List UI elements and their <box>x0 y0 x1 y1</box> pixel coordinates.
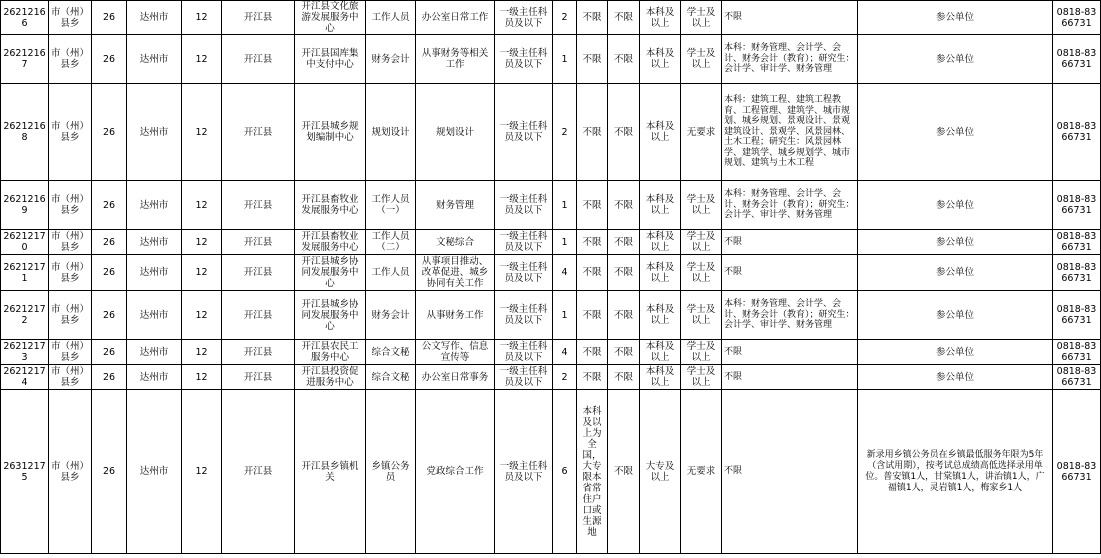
count-cell: 4 <box>553 340 577 365</box>
table-row <box>1 255 1101 291</box>
post-cell: 工作人员 <box>366 1 416 35</box>
city-cell: 达州市 <box>127 230 182 255</box>
city-cell: 达州市 <box>127 84 182 181</box>
degree-cell: 无要求 <box>681 390 722 554</box>
post-cell: 工作人员 <box>366 255 416 291</box>
county-code-cell: 12 <box>182 35 222 84</box>
condition2-cell: 不限 <box>608 230 640 255</box>
unit-type-cell: 参公单位 <box>858 365 1053 390</box>
duty-cell: 从事财务工作 <box>416 291 495 340</box>
condition-cell: 不限 <box>577 84 608 181</box>
level-cell: 市（州）县乡 <box>49 230 92 255</box>
level-cell: 市（州）县乡 <box>49 1 92 35</box>
table-row <box>1 390 1101 554</box>
major-cell: 本科：财务管理、会计学、会计、财务会计（教育）；研究生：会计学、审计学、财务管理 <box>722 181 858 230</box>
phone-cell: 0818-8366731 <box>1053 84 1101 181</box>
duty-cell: 财务管理 <box>416 181 495 230</box>
grade-cell: 一级主任科员及以下 <box>495 255 553 291</box>
table-row <box>1 35 1101 84</box>
position-code: 26212166 <box>1 1 49 35</box>
degree-cell: 学士及以上 <box>681 255 722 291</box>
unit-cell: 开江县农民工服务中心 <box>295 340 366 365</box>
unit-type-cell: 参公单位 <box>858 1 1053 35</box>
phone-cell: 0818-8366731 <box>1053 181 1101 230</box>
education-cell: 本科及以上 <box>640 255 681 291</box>
condition-cell: 不限 <box>577 340 608 365</box>
phone-cell: 0818-8366731 <box>1053 255 1101 291</box>
region-code-cell: 26 <box>92 84 127 181</box>
major-cell: 不限 <box>722 255 858 291</box>
condition2-cell: 不限 <box>608 1 640 35</box>
unit-cell: 开江县城乡协同发展服务中心 <box>295 255 366 291</box>
education-cell: 大专及以上 <box>640 390 681 554</box>
education-cell: 本科及以上 <box>640 365 681 390</box>
education-cell: 本科及以上 <box>640 35 681 84</box>
condition2-cell: 不限 <box>608 255 640 291</box>
table-body <box>1 1 1101 554</box>
post-cell: 工作人员（一） <box>366 181 416 230</box>
county-code-cell: 12 <box>182 84 222 181</box>
unit-cell: 开江县畜牧业发展服务中心 <box>295 230 366 255</box>
duty-cell: 办公室日常工作 <box>416 1 495 35</box>
county-code-cell: 12 <box>182 181 222 230</box>
condition-cell: 不限 <box>577 35 608 84</box>
unit-type-cell: 参公单位 <box>858 291 1053 340</box>
county-code-cell: 12 <box>182 1 222 35</box>
unit-cell: 开江县国库集中支付中心 <box>295 35 366 84</box>
degree-cell: 学士及以上 <box>681 291 722 340</box>
region-code-cell: 26 <box>92 181 127 230</box>
table-row <box>1 291 1101 340</box>
duty-cell: 规划设计 <box>416 84 495 181</box>
table-row <box>1 1 1101 35</box>
unit-type-cell: 参公单位 <box>858 181 1053 230</box>
education-cell: 本科及以上 <box>640 1 681 35</box>
phone-cell: 0818-8366731 <box>1053 35 1101 84</box>
county-cell: 开江县 <box>222 255 295 291</box>
post-cell: 乡镇公务员 <box>366 390 416 554</box>
unit-cell: 开江县城乡协同发展服务中心 <box>295 291 366 340</box>
table-row <box>1 84 1101 181</box>
condition2-cell: 不限 <box>608 181 640 230</box>
county-cell: 开江县 <box>222 1 295 35</box>
county-cell: 开江县 <box>222 181 295 230</box>
condition-cell: 不限 <box>577 365 608 390</box>
county-code-cell: 12 <box>182 365 222 390</box>
unit-type-cell: 参公单位 <box>858 255 1053 291</box>
education-cell: 本科及以上 <box>640 230 681 255</box>
degree-cell: 学士及以上 <box>681 181 722 230</box>
position-code: 26212172 <box>1 291 49 340</box>
duty-cell: 办公室日常事务 <box>416 365 495 390</box>
county-cell: 开江县 <box>222 390 295 554</box>
post-cell: 综合文秘 <box>366 340 416 365</box>
level-cell: 市（州）县乡 <box>49 255 92 291</box>
count-cell: 2 <box>553 84 577 181</box>
duty-cell: 公文写作、信息宣传等 <box>416 340 495 365</box>
position-code: 26212168 <box>1 84 49 181</box>
unit-type-cell: 参公单位 <box>858 340 1053 365</box>
major-cell: 本科：财务管理、会计学、会计、财务会计（教育）；研究生：会计学、审计学、财务管理 <box>722 35 858 84</box>
table-row <box>1 230 1101 255</box>
condition2-cell: 不限 <box>608 35 640 84</box>
grade-cell: 一级主任科员及以下 <box>495 35 553 84</box>
city-cell: 达州市 <box>127 1 182 35</box>
degree-cell: 学士及以上 <box>681 230 722 255</box>
condition-cell: 不限 <box>577 291 608 340</box>
condition2-cell: 不限 <box>608 340 640 365</box>
region-code-cell: 26 <box>92 35 127 84</box>
city-cell: 达州市 <box>127 181 182 230</box>
condition2-cell: 不限 <box>608 84 640 181</box>
degree-cell: 学士及以上 <box>681 1 722 35</box>
city-cell: 达州市 <box>127 291 182 340</box>
county-cell: 开江县 <box>222 84 295 181</box>
grade-cell: 一级主任科员及以下 <box>495 181 553 230</box>
condition-cell: 不限 <box>577 1 608 35</box>
remark-cell: 新录用乡镇公务员在乡镇最低服务年限为5年（含试用期），按考试总成绩高低选择录用单位。普安镇1人，甘棠镇1人，讲治镇1人，广福镇1人，灵岩镇1人，梅家乡1人 <box>858 390 1053 554</box>
county-cell: 开江县 <box>222 291 295 340</box>
unit-cell: 开江县投资促进服务中心 <box>295 365 366 390</box>
condition2-cell: 不限 <box>608 390 640 554</box>
county-cell: 开江县 <box>222 340 295 365</box>
count-cell: 1 <box>553 230 577 255</box>
degree-cell: 无要求 <box>681 84 722 181</box>
level-cell: 市（州）县乡 <box>49 365 92 390</box>
major-cell: 本科：财务管理、会计学、会计、财务会计（教育）；研究生：会计学、审计学、财务管理 <box>722 291 858 340</box>
post-cell: 综合文秘 <box>366 365 416 390</box>
major-cell: 不限 <box>722 365 858 390</box>
level-cell: 市（州）县乡 <box>49 84 92 181</box>
county-code-cell: 12 <box>182 255 222 291</box>
position-code: 26312175 <box>1 390 49 554</box>
unit-cell: 开江县畜牧业发展服务中心 <box>295 181 366 230</box>
region-code-cell: 26 <box>92 230 127 255</box>
condition2-cell: 不限 <box>608 365 640 390</box>
condition-cell: 不限 <box>577 181 608 230</box>
degree-cell: 学士及以上 <box>681 35 722 84</box>
region-code-cell: 26 <box>92 1 127 35</box>
city-cell: 达州市 <box>127 365 182 390</box>
phone-cell: 0818-8366731 <box>1053 365 1101 390</box>
education-cell: 本科及以上 <box>640 340 681 365</box>
condition-cell: 本科及以上为全国，大专限本省常住户口或生源地 <box>577 390 608 554</box>
unit-type-cell: 参公单位 <box>858 84 1053 181</box>
region-code-cell: 26 <box>92 390 127 554</box>
major-cell: 不限 <box>722 390 858 554</box>
county-cell: 开江县 <box>222 365 295 390</box>
grade-cell: 一级主任科员及以下 <box>495 340 553 365</box>
duty-cell: 从事财务等相关工作 <box>416 35 495 84</box>
grade-cell: 一级主任科员及以下 <box>495 230 553 255</box>
level-cell: 市（州）县乡 <box>49 35 92 84</box>
education-cell: 本科及以上 <box>640 181 681 230</box>
region-code-cell: 26 <box>92 365 127 390</box>
condition-cell: 不限 <box>577 230 608 255</box>
unit-type-cell: 参公单位 <box>858 35 1053 84</box>
table-row <box>1 340 1101 365</box>
count-cell: 6 <box>553 390 577 554</box>
grade-cell: 一级主任科员及以下 <box>495 84 553 181</box>
degree-cell: 学士及以上 <box>681 365 722 390</box>
phone-cell: 0818-8366731 <box>1053 340 1101 365</box>
unit-cell: 开江县乡镇机关 <box>295 390 366 554</box>
phone-cell: 0818-8366731 <box>1053 230 1101 255</box>
level-cell: 市（州）县乡 <box>49 340 92 365</box>
city-cell: 达州市 <box>127 390 182 554</box>
level-cell: 市（州）县乡 <box>49 291 92 340</box>
grade-cell: 一级主任科员及以下 <box>495 1 553 35</box>
position-code: 26212169 <box>1 181 49 230</box>
county-code-cell: 12 <box>182 390 222 554</box>
post-cell: 工作人员（二） <box>366 230 416 255</box>
position-code: 26212174 <box>1 365 49 390</box>
unit-cell: 开江县城乡规划编制中心 <box>295 84 366 181</box>
duty-cell: 文秘综合 <box>416 230 495 255</box>
city-cell: 达州市 <box>127 35 182 84</box>
county-code-cell: 12 <box>182 291 222 340</box>
phone-cell: 0818-8366731 <box>1053 390 1101 554</box>
table-row <box>1 365 1101 390</box>
phone-cell: 0818-8366731 <box>1053 1 1101 35</box>
position-code: 26212170 <box>1 230 49 255</box>
count-cell: 4 <box>553 255 577 291</box>
region-code-cell: 26 <box>92 291 127 340</box>
unit-type-cell: 参公单位 <box>858 230 1053 255</box>
grade-cell: 一级主任科员及以下 <box>495 390 553 554</box>
level-cell: 市（州）县乡 <box>49 390 92 554</box>
region-code-cell: 26 <box>92 255 127 291</box>
region-code-cell: 26 <box>92 340 127 365</box>
city-cell: 达州市 <box>127 255 182 291</box>
position-code: 26212171 <box>1 255 49 291</box>
position-code: 26212167 <box>1 35 49 84</box>
count-cell: 2 <box>553 365 577 390</box>
unit-cell: 开江县文化旅游发展服务中心 <box>295 1 366 35</box>
phone-cell: 0818-8366731 <box>1053 291 1101 340</box>
degree-cell: 学士及以上 <box>681 340 722 365</box>
major-cell: 不限 <box>722 340 858 365</box>
post-cell: 财务会计 <box>366 35 416 84</box>
level-cell: 市（州）县乡 <box>49 181 92 230</box>
post-cell: 财务会计 <box>366 291 416 340</box>
table-row <box>1 181 1101 230</box>
education-cell: 本科及以上 <box>640 84 681 181</box>
condition2-cell: 不限 <box>608 291 640 340</box>
education-cell: 本科及以上 <box>640 291 681 340</box>
post-cell: 规划设计 <box>366 84 416 181</box>
major-cell: 不限 <box>722 230 858 255</box>
duty-cell: 从事项目推动、改革促进、城乡协同有关工作 <box>416 255 495 291</box>
count-cell: 2 <box>553 1 577 35</box>
count-cell: 1 <box>553 291 577 340</box>
condition-cell: 不限 <box>577 255 608 291</box>
position-code: 26212173 <box>1 340 49 365</box>
major-cell: 本科：建筑工程、建筑工程教育、工程管理、建筑学、城市规划、城乡规划、景观设计、景观建筑设计、景观学、风景园林、土木工程；研究生：风景园林学、建筑学、城乡规划学、城市规划、建筑与土木工程 <box>722 84 858 181</box>
count-cell: 1 <box>553 35 577 84</box>
major-cell: 不限 <box>722 1 858 35</box>
county-code-cell: 12 <box>182 340 222 365</box>
count-cell: 1 <box>553 181 577 230</box>
county-code-cell: 12 <box>182 230 222 255</box>
city-cell: 达州市 <box>127 340 182 365</box>
grade-cell: 一级主任科员及以下 <box>495 291 553 340</box>
county-cell: 开江县 <box>222 230 295 255</box>
duty-cell: 党政综合工作 <box>416 390 495 554</box>
grade-cell: 一级主任科员及以下 <box>495 365 553 390</box>
county-cell: 开江县 <box>222 35 295 84</box>
